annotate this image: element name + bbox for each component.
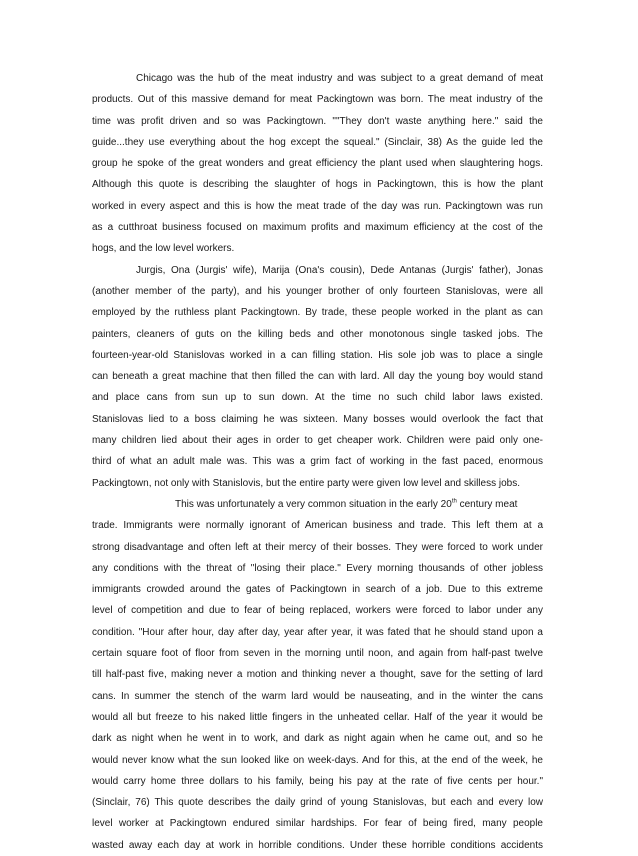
paragraph-1-line: products. Out of this massive demand for meat Packingtown was born. The meat industry of the (92, 94, 543, 106)
paragraph-3-line: strong disadvantage and often left at their mercy of their bosses. They were forced to work under (92, 541, 543, 553)
paragraph-2-line: Stanislovas lied to a boss claiming he was sixteen. Many bosses would overlook the fact that (92, 413, 543, 425)
paragraph-1-line: as a cutthroat business focused on maximum profits and maximum efficiency at the cost of the (92, 222, 543, 234)
paragraph-3-line: level of competition and due to fear of being replaced, workers were forced to labor under any (92, 605, 543, 617)
paragraph-3-line: immigrants crowded around the gates of Packingtown in search of a job. Due to this extreme (92, 584, 543, 596)
essay-body (92, 68, 543, 856)
paragraph-2-line: and place cans from sun up to sun down. At the time no such child labor laws existed. (92, 392, 543, 404)
paragraph-3-line-text: This was unfortunately a very common situation in the early 20 (175, 498, 452, 510)
paragraph-3-line: trade. Immigrants were normally ignorant of American business and trade. This left them at a (92, 520, 543, 532)
paragraph-1-line: hogs, and the low level workers. (92, 243, 235, 255)
paragraph-3-line: dark as night when he went in to work, and dark as night again when he came out, and so he (92, 733, 543, 745)
paragraph-1-line: time was profit driven and so was Packingtown. ""They don't waste anything here." said the (92, 115, 543, 127)
paragraph-2-line: Packingtown, not only with Stanislovis, but the entire party were given low level and skilless jobs. (92, 477, 520, 489)
paragraph-3-line-tail: century meat (456, 498, 518, 510)
paragraph-2-line: painters, cleaners of guts on the killing beds and other monotonous single tasked jobs. The (92, 328, 543, 340)
paragraph-2-line: many children lied about their ages in order to get cheaper work. Children were paid only one- (92, 435, 543, 447)
paragraph-1-line: group he spoke of the great wonders and great efficiency the plant used when slaughtering hogs. (92, 158, 543, 170)
ordinal-suffix: th (451, 498, 457, 505)
paragraph-2-line: can beneath a great machine that then filled the can with lard. All day the young boy would stand (92, 371, 543, 383)
paragraph-3-line: level worker at Packingtown endured similar hardships. For fear of being fired, many people (92, 818, 543, 830)
paragraph-2-line: third of what an adult male was. This was a grim fact of working in the fast paced, enormous (92, 456, 543, 468)
paragraph-2-line: fourteen-year-old Stanislovas worked in a can filling station. His sole job was to place a single (92, 349, 543, 361)
paragraph-3-line: cans. In summer the stench of the warm lard would be nauseating, and in the winter the cans (92, 690, 543, 702)
paragraph-3-line: till half-past five, making never a motion and thinking never a thought, save for the setting of lard (92, 669, 543, 681)
paragraph-1-line: guide...they use everything about the hog except the squeal." (Sinclair, 38) As the guide led the (92, 136, 543, 148)
paragraph-3-first-line (92, 494, 543, 515)
paragraph-3-line: certain square foot of floor from seven in the morning until noon, and again from half-past twelve (92, 648, 543, 660)
paragraph-1-line: Chicago was the hub of the meat industry and was subject to a great demand of meat (136, 73, 543, 84)
paragraph-1-line: Although this quote is describing the slaughter of hogs in Packingtown, this is how the plant (92, 179, 543, 191)
paragraph-3-line: condition. "Hour after hour, day after day, year after year, it was fated that he should stand upon a (92, 626, 543, 638)
paragraph-2-line: Jurgis, Ona (Jurgis' wife), Marija (Ona's cousin), Dede Antanas (Jurgis' father), Jonas (136, 264, 543, 276)
paragraph-2-line: employed by the ruthless plant Packingtown. By trade, these people worked in the plant as can (92, 307, 543, 319)
paragraph-3-line: would all but freeze to his naked little fingers in the unheated cellar. Half of the year it would be (92, 711, 543, 723)
paragraph-2-line: (another member of the party), and his younger brother of only fourteen Stanislovas, were all (92, 285, 543, 297)
paragraph-3-line: wasted away each day at work in horrible conditions. Under these horrible conditions accidents (92, 839, 543, 851)
paragraph-3-line: would carry home three dollars to his family, being his pay at the rate of five cents per hour." (92, 775, 543, 787)
paragraph-3-line: any conditions with the threat of "losing their place." Every morning thousands of other jobless (92, 562, 543, 574)
paragraph-3-line: would never know what the sun looked like on week-days. And for this, at the end of the week, he (92, 754, 543, 766)
paragraph-3-line: (Sinclair, 76) This quote describes the daily grind of young Stanislovas, but each and every low (92, 797, 543, 809)
paragraph-1-line: worked in every aspect and this is how the meat trade of the day was run. Packingtown was run (92, 200, 543, 212)
